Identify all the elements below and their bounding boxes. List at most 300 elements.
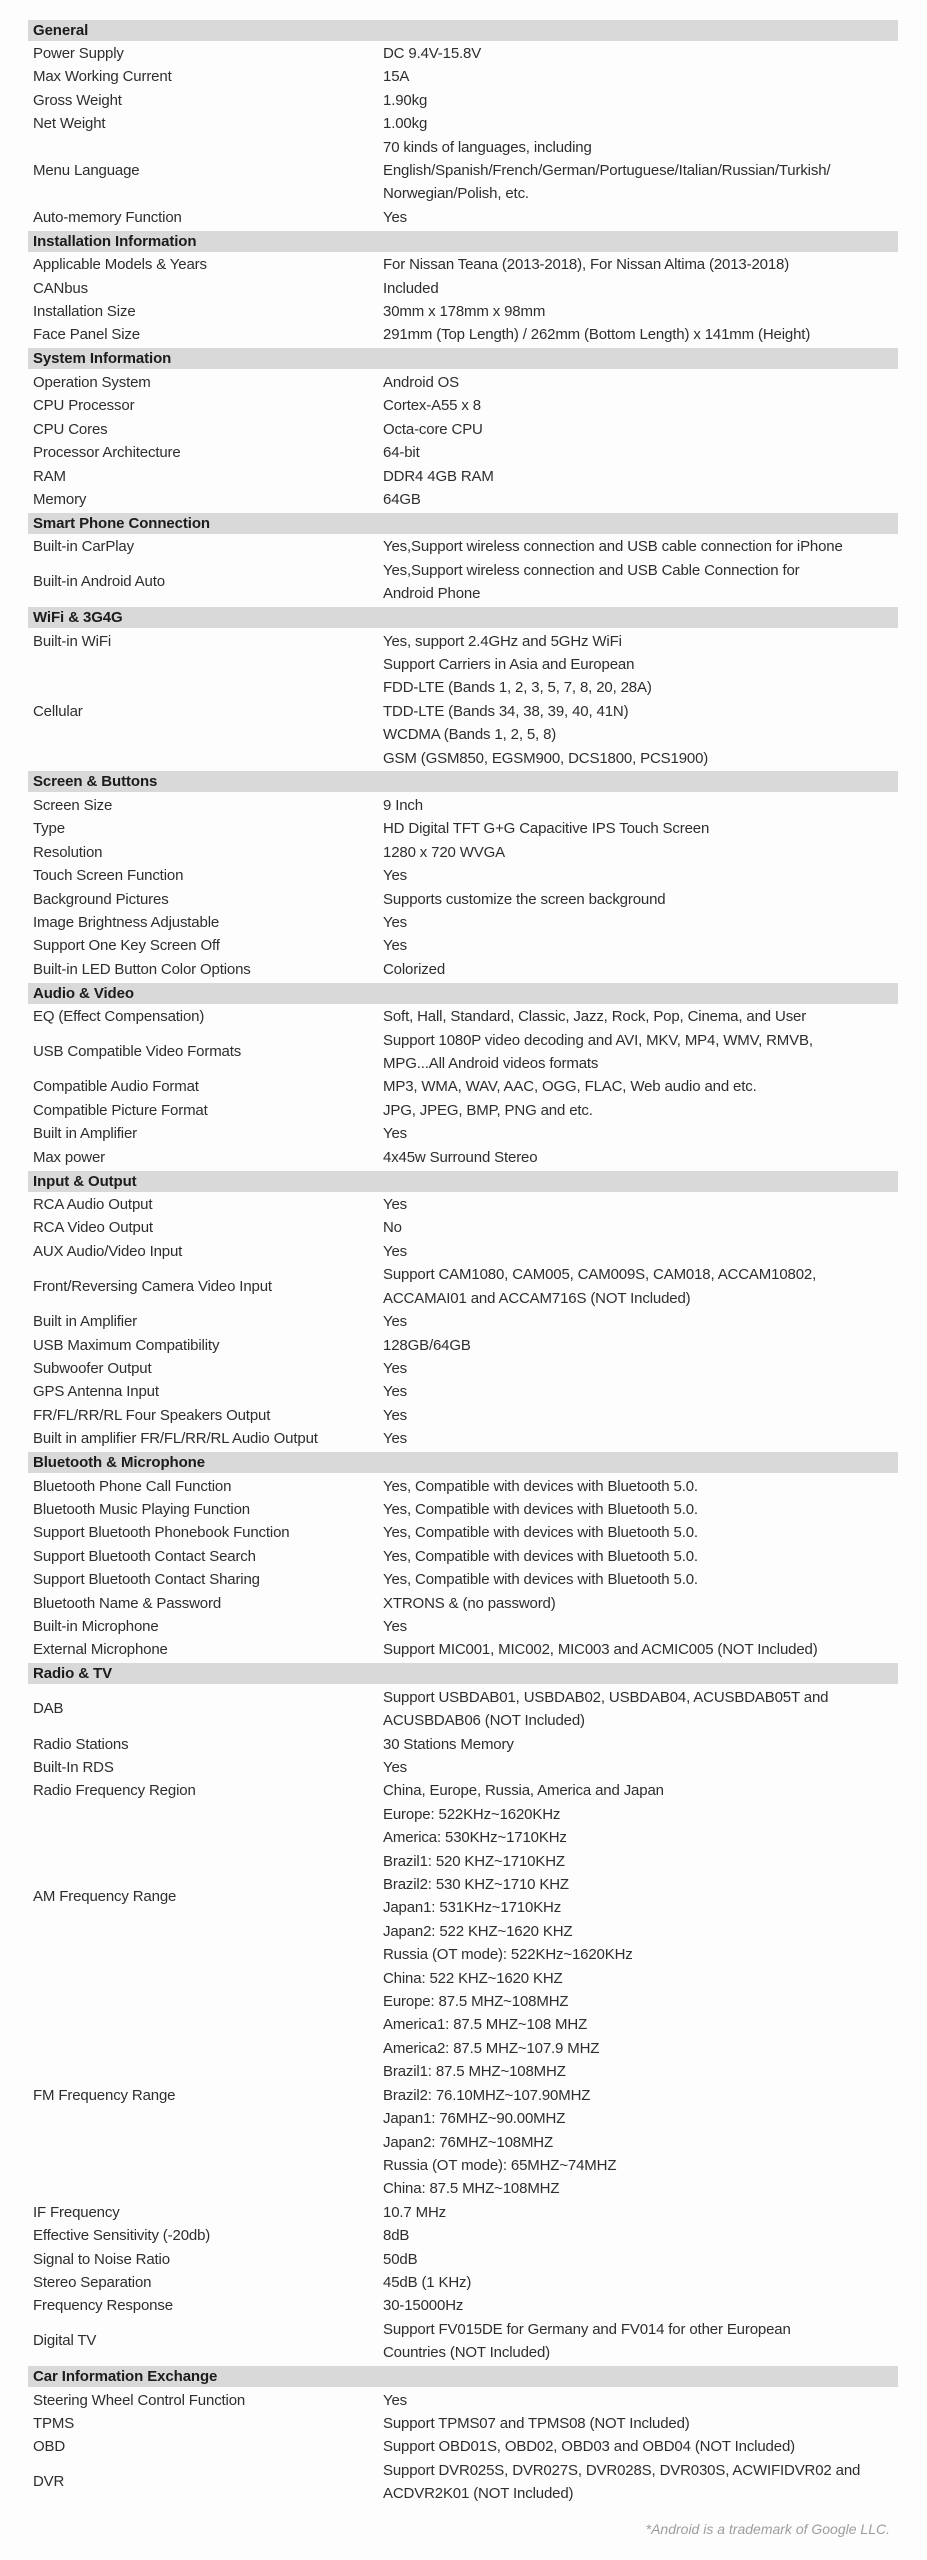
spec-value-line: 50dB (383, 2250, 418, 2268)
spec-value (383, 1521, 898, 1544)
spec-value-line: 64GB (383, 490, 421, 508)
spec-label: CPU Processor (33, 397, 135, 415)
spec-row (28, 1005, 898, 1028)
spec-label: Max power (33, 1148, 106, 1166)
spec-value-line: No (383, 1219, 402, 1237)
spec-label: Auto-memory Function (33, 208, 182, 226)
spec-value-line: JPG, JPEG, BMP, PNG and etc. (383, 1101, 593, 1119)
spec-value (383, 535, 898, 558)
spec-value (383, 300, 898, 323)
spec-value-line: ACUSBDAB06 (NOT Included) (383, 1712, 585, 1730)
spec-row (28, 1568, 898, 1591)
spec-value (383, 1733, 898, 1756)
spec-label: Max Working Current (33, 68, 172, 86)
spec-value (383, 2412, 898, 2435)
spec-value-line: Yes (383, 1759, 408, 1776)
spec-row (28, 2412, 898, 2435)
spec-label: Steering Wheel Control Function (33, 2391, 246, 2409)
spec-section (28, 513, 898, 606)
spec-row (28, 1122, 898, 1145)
spec-value-line: Support DVR025S, DVR027S, DVR028S, DVR030S, ACWIFIDVR02 and (383, 2461, 861, 2479)
spec-value-line: Yes (383, 914, 408, 931)
spec-label: Face Panel Size (33, 326, 140, 344)
spec-value-line: FDD-LTE (Bands 1, 2, 3, 5, 7, 8, 20, 28A) (383, 679, 652, 697)
spec-section (28, 348, 898, 511)
spec-value-line: ACCAMAI01 and ACCAM716S (NOT Included) (383, 1289, 691, 1307)
spec-value (383, 371, 898, 394)
spec-value-line: Russia (OT mode): 522KHz~1620KHz (383, 1946, 633, 1964)
spec-row (28, 1638, 898, 1661)
spec-value (383, 253, 898, 276)
spec-row (28, 630, 898, 653)
spec-value-line: ACDVR2K01 (NOT Included) (383, 2485, 574, 2503)
spec-value (383, 1146, 898, 1169)
spec-value (383, 394, 898, 417)
spec-value-line: 30-15000Hz (383, 2297, 464, 2315)
spec-label: Operation System (33, 373, 151, 391)
section-header: System Information (28, 348, 898, 369)
spec-row (28, 1803, 898, 1990)
spec-value (383, 1803, 898, 1990)
spec-value-line: China, Europe, Russia, America and Japan (383, 1782, 664, 1800)
spec-value (383, 1592, 898, 1615)
spec-value-line: Supports customize the screen background (383, 890, 666, 908)
spec-value (383, 89, 898, 112)
spec-value-line: 45dB (1 KHz) (383, 2273, 472, 2291)
spec-row (28, 1099, 898, 1122)
spec-row (28, 42, 898, 65)
spec-value (383, 1075, 898, 1098)
spec-label: Stereo Separation (33, 2273, 152, 2291)
spec-label: Built-In RDS (33, 1759, 114, 1776)
spec-label: Built-in Microphone (33, 1617, 159, 1635)
spec-value-line: Yes (383, 1125, 408, 1143)
spec-value-line: Norwegian/Polish, etc. (383, 185, 529, 203)
spec-row (28, 441, 898, 464)
spec-value-line: 128GB/64GB (383, 1336, 471, 1354)
spec-label: Support One Key Screen Off (33, 937, 220, 955)
spec-value-line: HD Digital TFT G+G Capacitive IPS Touch Screen (383, 820, 710, 838)
spec-row (28, 371, 898, 394)
spec-row (28, 1756, 898, 1779)
section-header: Screen & Buttons (28, 771, 898, 792)
spec-value-line: 30 Stations Memory (383, 1735, 514, 1753)
spec-value-line: Russia (OT mode): 65MHZ~74MHZ (383, 2156, 617, 2174)
spec-label: Subwoofer Output (33, 1359, 152, 1377)
spec-row (28, 206, 898, 229)
spec-value (383, 1756, 898, 1779)
spec-value (383, 1357, 898, 1380)
spec-value-line: Yes (383, 1242, 408, 1260)
spec-value-line: Brazil1: 87.5 MHZ~108MHZ (383, 2063, 566, 2081)
spec-value (383, 65, 898, 88)
spec-value (383, 465, 898, 488)
spec-value-line: Support Carriers in Asia and European (383, 655, 635, 673)
spec-value-line: 1.00kg (383, 115, 428, 133)
spec-value-line: Yes, Compatible with devices with Bluetooth 5.0. (383, 1524, 698, 1542)
spec-value (383, 794, 898, 817)
spec-label: Effective Sensitivity (-20db) (33, 2227, 211, 2245)
spec-value-line: Support TPMS07 and TPMS08 (NOT Included) (383, 2414, 690, 2432)
spec-value (383, 1216, 898, 1239)
spec-value-line: DC 9.4V-15.8V (383, 45, 482, 62)
spec-label: Menu Language (33, 162, 140, 180)
spec-value (383, 911, 898, 934)
spec-value-line: China: 87.5 MHZ~108MHZ (383, 2180, 560, 2198)
spec-value-line: 70 kinds of languages, including (383, 138, 592, 156)
spec-row (28, 323, 898, 346)
spec-label: Bluetooth Music Playing Function (33, 1500, 250, 1518)
section-header: Input & Output (28, 1171, 898, 1192)
spec-row (28, 1404, 898, 1427)
section-header: Smart Phone Connection (28, 513, 898, 534)
spec-row (28, 65, 898, 88)
spec-value-line: XTRONS & (no password) (383, 1594, 556, 1612)
spec-row (28, 934, 898, 957)
spec-row (28, 2271, 898, 2294)
spec-value-line: Yes, Compatible with devices with Bluetooth 5.0. (383, 1571, 698, 1589)
spec-row (28, 1498, 898, 1521)
spec-row (28, 1263, 898, 1310)
spec-value (383, 1475, 898, 1498)
spec-value-line: Yes (383, 1430, 408, 1448)
spec-value-line: Support OBD01S, OBD02, OBD03 and OBD04 (NOT Included) (383, 2438, 795, 2456)
spec-value-line: Soft, Hall, Standard, Classic, Jazz, Rock, Pop, Cinema, and User (383, 1008, 807, 1026)
spec-value (383, 1310, 898, 1333)
spec-value-line: China: 522 KHZ~1620 KHZ (383, 1969, 563, 1987)
spec-value-line: 15A (383, 68, 410, 86)
spec-value-line: Europe: 87.5 MHZ~108MHZ (383, 1993, 569, 2011)
spec-value (383, 1240, 898, 1263)
spec-label: Memory (33, 490, 87, 508)
spec-row (28, 465, 898, 488)
spec-label: FM Frequency Range (33, 2086, 176, 2104)
spec-value-line: Yes (383, 1406, 408, 1424)
spec-label: Built-in Android Auto (33, 573, 165, 591)
spec-label: External Microphone (33, 1641, 168, 1659)
spec-value (383, 2294, 898, 2317)
spec-value (383, 1334, 898, 1357)
spec-label: DAB (33, 1700, 64, 1718)
spec-value-line: Android Phone (383, 585, 481, 603)
spec-value-line: Europe: 522KHz~1620KHz (383, 1805, 561, 1823)
spec-row (28, 817, 898, 840)
spec-value-line: Support CAM1080, CAM005, CAM009S, CAM018, ACCAM10802, (383, 1266, 817, 1284)
spec-value-line: Brazil1: 520 KHZ~1710KHZ (383, 1852, 565, 1870)
spec-label: CANbus (33, 279, 88, 297)
spec-value-line: DDR4 4GB RAM (383, 467, 494, 485)
spec-row (28, 653, 898, 770)
spec-label: Touch Screen Function (33, 867, 184, 885)
spec-row (28, 559, 898, 606)
spec-value-line: For Nissan Teana (2013-2018), For Nissan Altima (2013-2018) (383, 256, 790, 274)
spec-row (28, 535, 898, 558)
spec-row (28, 2294, 898, 2317)
spec-value-line: Yes, Compatible with devices with Bluetooth 5.0. (383, 1477, 698, 1495)
spec-sheet (28, 18, 898, 2506)
spec-value (383, 630, 898, 653)
spec-label: USB Compatible Video Formats (33, 1043, 242, 1061)
spec-value-line: MPG...All Android videos formats (383, 1055, 599, 1073)
spec-section (28, 2366, 898, 2506)
spec-value (383, 1779, 898, 1802)
spec-row (28, 1592, 898, 1615)
spec-value (383, 888, 898, 911)
spec-value-line: Yes, Compatible with devices with Bluetooth 5.0. (383, 1547, 698, 1565)
spec-value-line: Yes (383, 1196, 408, 1214)
spec-row (28, 1240, 898, 1263)
spec-value-line: Yes,Support wireless connection and USB cable connection for iPhone (383, 538, 843, 556)
spec-value (383, 206, 898, 229)
spec-label: RCA Video Output (33, 1219, 153, 1237)
spec-value-line: Support 1080P video decoding and AVI, MKV, MP4, WMV, RMVB, (383, 1031, 813, 1049)
spec-value-line: Yes, support 2.4GHz and 5GHz WiFi (383, 632, 622, 650)
spec-value-line: Brazil2: 76.10MHZ~107.90MHZ (383, 2086, 591, 2104)
spec-value (383, 1404, 898, 1427)
spec-section (28, 231, 898, 347)
spec-value-line: English/Spanish/French/German/Portuguese/Italian/Russian/Turkish/ (383, 162, 831, 180)
spec-value-line: Octa-core CPU (383, 420, 483, 438)
spec-label: RAM (33, 467, 66, 485)
spec-value-line: America: 530KHz~1710KHz (383, 1829, 567, 1847)
spec-row (28, 2318, 898, 2365)
spec-sections (28, 20, 898, 2506)
spec-value (383, 1099, 898, 1122)
spec-row (28, 1334, 898, 1357)
spec-value (383, 2459, 898, 2506)
spec-value (383, 559, 898, 606)
spec-value-line: Yes,Support wireless connection and USB Cable Connection for (383, 561, 800, 579)
spec-value (383, 1005, 898, 1028)
spec-value (383, 136, 898, 206)
spec-label: Support Bluetooth Phonebook Function (33, 1524, 290, 1542)
spec-row (28, 394, 898, 417)
spec-label: Processor Architecture (33, 444, 181, 462)
spec-value-line: Japan2: 76MHZ~108MHZ (383, 2133, 553, 2151)
spec-value-line: Yes, Compatible with devices with Bluetooth 5.0. (383, 1500, 698, 1518)
spec-label: USB Maximum Compatibility (33, 1336, 220, 1354)
spec-value-line: Japan1: 76MHZ~90.00MHZ (383, 2110, 566, 2128)
spec-value (383, 277, 898, 300)
section-header: Installation Information (28, 231, 898, 252)
spec-value-line: 64-bit (383, 444, 420, 462)
spec-value (383, 441, 898, 464)
spec-row (28, 112, 898, 135)
spec-label: Bluetooth Phone Call Function (33, 1477, 232, 1495)
spec-value-line: Yes (383, 208, 408, 226)
spec-value-line: 10.7 MHz (383, 2203, 446, 2221)
spec-label: Frequency Response (33, 2297, 173, 2315)
spec-label: Image Brightness Adjustable (33, 914, 220, 931)
spec-row (28, 1075, 898, 1098)
spec-value-line: Countries (NOT Included) (383, 2344, 551, 2362)
spec-row (28, 1029, 898, 1076)
spec-value (383, 1638, 898, 1661)
spec-row (28, 911, 898, 934)
spec-label: Background Pictures (33, 890, 169, 908)
spec-label: Screen Size (33, 796, 113, 814)
android-trademark-note: *Android is a trademark of Google LLC. (645, 2521, 890, 2537)
spec-label: Resolution (33, 843, 103, 861)
spec-row (28, 794, 898, 817)
spec-label: Support Bluetooth Contact Sharing (33, 1571, 260, 1589)
spec-label: Digital TV (33, 2332, 97, 2350)
spec-value (383, 42, 898, 65)
spec-section (28, 1452, 898, 1662)
spec-label: Signal to Noise Ratio (33, 2250, 170, 2268)
spec-row (28, 841, 898, 864)
spec-value-line: WCDMA (Bands 1, 2, 5, 8) (383, 726, 557, 744)
spec-row (28, 1615, 898, 1638)
spec-row (28, 1427, 898, 1450)
spec-value (383, 2224, 898, 2247)
spec-row (28, 2435, 898, 2458)
spec-value (383, 1263, 898, 1310)
spec-row (28, 488, 898, 511)
spec-row (28, 277, 898, 300)
spec-section (28, 20, 898, 230)
spec-row (28, 300, 898, 323)
spec-value (383, 418, 898, 441)
spec-value-line: 1.90kg (383, 91, 428, 109)
spec-row (28, 864, 898, 887)
spec-value (383, 1568, 898, 1591)
spec-value (383, 1545, 898, 1568)
spec-value (383, 2389, 898, 2412)
spec-value-line: 30mm x 178mm x 98mm (383, 303, 546, 321)
spec-value (383, 488, 898, 511)
spec-value-line: America1: 87.5 MHZ~108 MHZ (383, 2016, 588, 2034)
spec-value-line: Yes (383, 1617, 408, 1635)
spec-row (28, 89, 898, 112)
spec-row (28, 958, 898, 981)
spec-value (383, 653, 898, 770)
spec-row (28, 2389, 898, 2412)
spec-value (383, 864, 898, 887)
spec-value (383, 1193, 898, 1216)
spec-label: Built-in CarPlay (33, 538, 134, 556)
spec-value-line: MP3, WMA, WAV, AAC, OGG, FLAC, Web audio and etc. (383, 1078, 757, 1096)
spec-value-line: Support FV015DE for Germany and FV014 for other European (383, 2320, 791, 2338)
spec-row (28, 1686, 898, 1733)
spec-value-line: Yes (383, 867, 408, 885)
spec-label: DVR (33, 2473, 65, 2491)
section-header: Audio & Video (28, 983, 898, 1004)
spec-value-line: Japan2: 522 KHZ~1620 KHZ (383, 1922, 573, 1940)
spec-value-line: Yes (383, 1313, 408, 1331)
spec-row (28, 1310, 898, 1333)
spec-label: Built in Amplifier (33, 1125, 138, 1143)
spec-section (28, 771, 898, 981)
spec-value-line: Colorized (383, 960, 446, 978)
spec-value-line: Yes (383, 1383, 408, 1401)
spec-label: AUX Audio/Video Input (33, 1242, 183, 1260)
spec-value-line: 1280 x 720 WVGA (383, 843, 505, 861)
spec-section (28, 1663, 898, 2364)
spec-row (28, 2248, 898, 2271)
spec-value-line: 9 Inch (383, 796, 423, 814)
spec-row (28, 1521, 898, 1544)
spec-section (28, 607, 898, 770)
spec-label: GPS Antenna Input (33, 1383, 159, 1401)
spec-section (28, 1171, 898, 1451)
spec-value-line: Android OS (383, 373, 460, 391)
spec-value-line: Included (383, 279, 439, 297)
spec-section (28, 983, 898, 1169)
spec-row (28, 2224, 898, 2247)
spec-value (383, 1427, 898, 1450)
spec-value-line: Yes (383, 937, 408, 955)
spec-value-line: 4x45w Surround Stereo (383, 1148, 538, 1166)
spec-label: Built-in WiFi (33, 632, 112, 650)
spec-label: Compatible Audio Format (33, 1078, 199, 1096)
spec-value-line: Support MIC001, MIC002, MIC003 and ACMIC005 (NOT Included) (383, 1641, 818, 1659)
spec-row (28, 1146, 898, 1169)
spec-row (28, 2201, 898, 2224)
spec-label: Front/Reversing Camera Video Input (33, 1277, 272, 1295)
spec-row (28, 1193, 898, 1216)
spec-label: Radio Frequency Region (33, 1782, 196, 1800)
spec-row (28, 253, 898, 276)
spec-row (28, 1216, 898, 1239)
spec-value-line: GSM (GSM850, EGSM900, DCS1800, PCS1900) (383, 749, 709, 767)
spec-label: Power Supply (33, 45, 124, 62)
spec-value (383, 1029, 898, 1076)
spec-row (28, 1475, 898, 1498)
spec-label: Cellular (33, 702, 83, 720)
spec-value (383, 2271, 898, 2294)
section-header: Car Information Exchange (28, 2366, 898, 2387)
spec-value (383, 2201, 898, 2224)
spec-row (28, 2459, 898, 2506)
spec-label: Type (33, 820, 65, 838)
spec-label: Net Weight (33, 115, 106, 133)
spec-value (383, 112, 898, 135)
spec-label: AM Frequency Range (33, 1887, 177, 1905)
spec-value-line: Yes (383, 1359, 408, 1377)
spec-label: Built-in LED Button Color Options (33, 960, 251, 978)
spec-value (383, 2318, 898, 2365)
spec-value (383, 841, 898, 864)
spec-value-line: Japan1: 531KHz~1710KHz (383, 1899, 562, 1917)
spec-row (28, 1545, 898, 1568)
spec-value-line: America2: 87.5 MHZ~107.9 MHZ (383, 2039, 600, 2057)
spec-label: TPMS (33, 2414, 75, 2432)
spec-value-line: Support USBDAB01, USBDAB02, USBDAB04, ACUSBDAB05T and (383, 1688, 829, 1706)
spec-row (28, 136, 898, 206)
spec-label: Radio Stations (33, 1735, 129, 1753)
spec-value (383, 1498, 898, 1521)
spec-label: Applicable Models & Years (33, 256, 207, 274)
spec-label: Installation Size (33, 303, 136, 321)
spec-value-line: 291mm (Top Length) / 262mm (Bottom Length) x 141mm (Height) (383, 326, 811, 344)
spec-value (383, 1990, 898, 2201)
spec-value (383, 2435, 898, 2458)
spec-row (28, 1380, 898, 1403)
spec-label: RCA Audio Output (33, 1196, 153, 1214)
spec-value (383, 2248, 898, 2271)
spec-label: Built in Amplifier (33, 1313, 138, 1331)
spec-value-line: Brazil2: 530 KHZ~1710 KHZ (383, 1876, 569, 1894)
spec-value-line: TDD-LTE (Bands 34, 38, 39, 40, 41N) (383, 702, 629, 720)
spec-label: Gross Weight (33, 91, 122, 109)
spec-row (28, 418, 898, 441)
spec-row (28, 1733, 898, 1756)
spec-value (383, 323, 898, 346)
spec-value-line: 8dB (383, 2227, 410, 2245)
spec-value (383, 1380, 898, 1403)
spec-label: OBD (33, 2438, 66, 2456)
